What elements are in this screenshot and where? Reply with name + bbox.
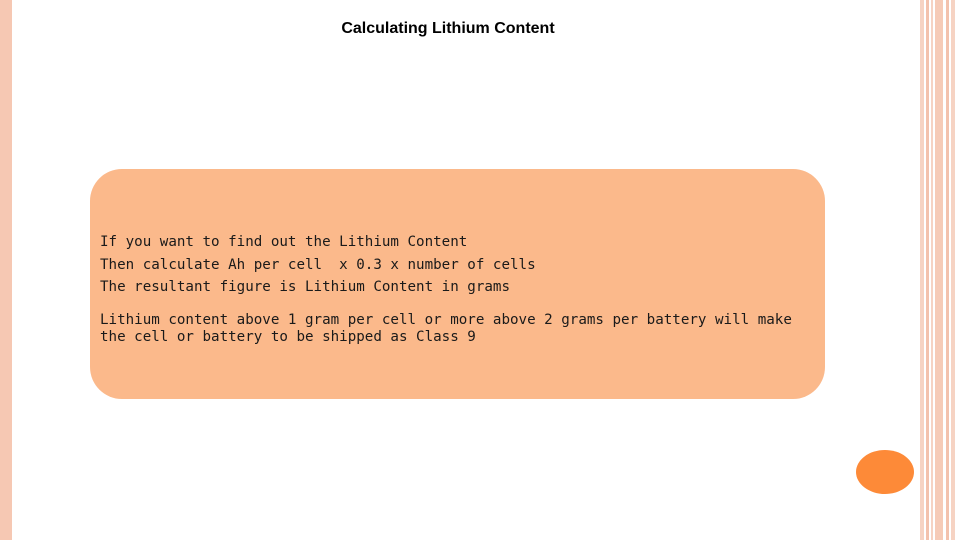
stripe <box>926 0 929 540</box>
slide-title: Calculating Lithium Content <box>341 20 555 37</box>
stripe <box>920 0 924 540</box>
stripe <box>946 0 949 540</box>
right-border-stripes <box>920 0 960 540</box>
content-line: If you want to find out the Lithium Content <box>100 234 468 250</box>
stripe <box>951 0 955 540</box>
content-line: Then calculate Ah per cell x 0.3 x number of cells <box>100 256 536 273</box>
content-line: The resultant figure is Lithium Content in grams <box>100 279 510 295</box>
decorative-circle <box>856 450 914 494</box>
content-box <box>90 169 825 399</box>
content-paragraph: Lithium content above 1 gram per cell or more above 2 grams per battery will make the cell or battery to be shipped as Class 9 <box>100 311 792 345</box>
left-border-bar <box>0 0 12 540</box>
stripe <box>935 0 943 540</box>
stripe <box>931 0 933 540</box>
